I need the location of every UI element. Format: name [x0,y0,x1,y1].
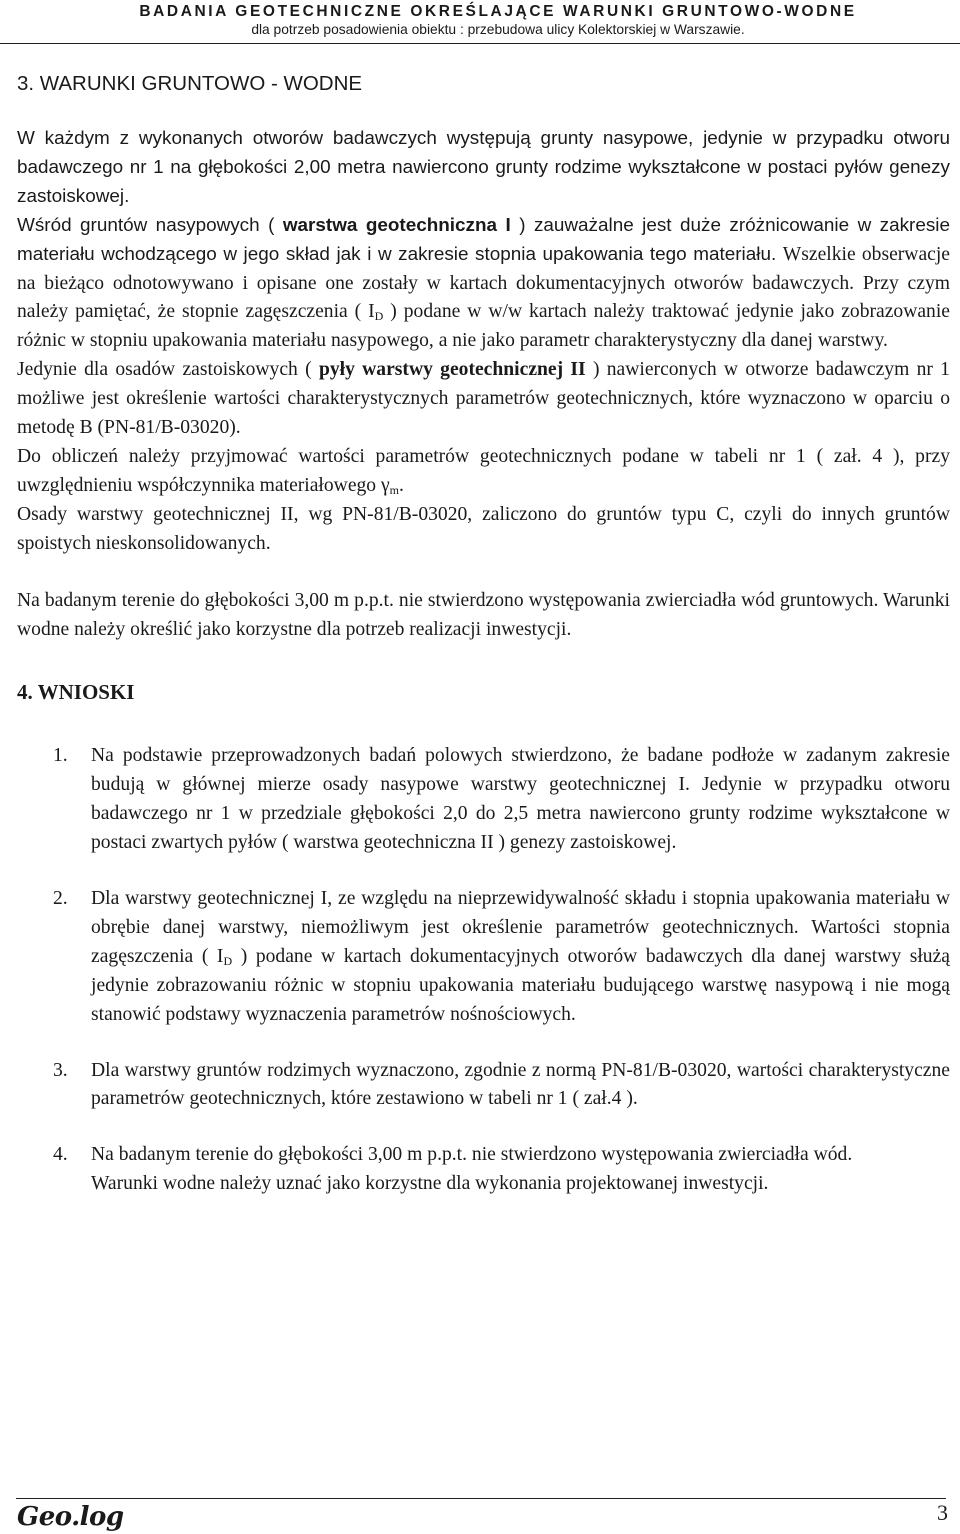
section-3-paragraph-5: Osady warstwy geotechnicznej II, wg PN-81/B-03020, zaliczono do gruntów typu C, czyli do innych gruntów spoistych nieskonsolidowanych. [17,503,950,554]
conclusion-item-2: 2. Dla warstwy geotechnicznej I, ze względu na nieprzewidywalność składu i stopnia upakowania materiału w obrębie danej warstwy, niemożliwym jest określenie parametrów geotechnicznych. Wartości stopnia zagęszczenia ( $I_D$ ) podane w kartach dokumentacyjnych otworów badawczych dla danej warstwy służą jedynie zobrazowaniu różnic w stopniu upakowania materiału budującego warstwę nasypową i nie mogą stanowić podstawy wyznaczenia parametrów nośnościowych. [53,888,950,1025]
section-3-paragraph-1: W każdym z wykonanych otworów badawczych występują grunty nasypowe, jedynie w przypadku otworu badawczego nr 1 na głębokości 2,00 metra nawiercono grunty rodzime wykształcone w postaci pyłów genezy zastoiskowej. [17,128,950,207]
page-header [118,2,878,38]
section-3-paragraph-2: Wśród gruntów nasypowych ( warstwa geotechniczna I ) zauważalne jest duże zróżnicowanie w zakresie materiału wchodzącego w jego skład jak i w zakresie stopnia upakowania tego materiału. Wszelkie obserwacje na bieżąco odnotowywano i opisane one zostały w kartach dokumentacyjnych otworów badawczych. Przy czym należy pamiętać, że stopnie zagęszczenia ( $I_D$ ) podane w w/w kartach należy traktować jedynie jako zobrazowanie różnic w stopniu upakowania materiału nasypowego, a nie jako parametr charakterystyczny dla danej warstwy. [17,214,950,352]
document-body [17,70,950,1199]
layer-name-II: pyły warstwy geotechnicznej II [318,359,586,381]
section-3-title: 3. WARUNKI GRUNTOWO - WODNE [17,72,363,95]
header-title: BADANIA GEOTECHNICZNE OKREŚLAJĄCE WARUNKI GRUNTOWO-WODNE [139,3,857,20]
section-4-title: 4. WNIOSKI [17,680,135,705]
conclusion-item-1: 1. Na podstawie przeprowadzonych badań polowych stwierdzono, że badane podłoże w zadanym zakresie budują w głównej mierze osady nasypowe warstwy geotechnicznej I. Jedynie w przypadku otworu badawczego nr 1 w przedziale głębokości 2,0 do 2,5 metra nawiercono grunty rodzime wykształcone w postaci zwartych pyłów ( warstwa geotechniczna II ) genezy zastoiskowej. [53,745,950,854]
layer-name-I: warstwa geotechniczna I [282,214,511,236]
page-number: 3 [937,1500,948,1525]
company-logo: Geo.log [17,1502,124,1532]
section-3-paragraph-3: Jedynie dla osadów zastoiskowych ( pyły warstwy geotechnicznej II ) nawierconych w otworze badawczym nr 1 możliwe jest określenie wartości charakterystycznych parametrów geotechnicznych, które wyznaczono w oparciu o metodę B (PN-81/B-03020). [17,359,950,439]
conclusion-item-3: 3. Dla warstwy gruntów rodzimych wyznaczono, zgodnie z normą PN-81/B-03020, wartości charakterystyczne parametrów geotechnicznych, które zestawiono w tabeli nr 1 ( zał.4 ). [53,1059,950,1110]
conclusions-list [17,742,950,1199]
section-3-paragraph-4: Do obliczeń należy przyjmować wartości parametrów geotechnicznych podane w tabeli nr 1 ( zał. 4 ), przy uwzględnieniu współczynnika materiałowego $\gamma_m$. [17,445,950,497]
section-3-paragraph-6: Na badanym terenie do głębokości 3,00 m p.p.t. nie stwierdzono występowania zwierciadła wód gruntowych. Warunki wodne należy określić jako korzystne dla potrzeb realizacji inwestycji. [17,589,950,640]
footer-divider [16,1498,946,1499]
header-divider [0,43,960,44]
conclusion-item-4: 4. Na badanym terenie do głębokości 3,00 m p.p.t. nie stwierdzono występowania zwierciadła wód. Warunki wodne należy uznać jako korzystne dla wykonania projektowanej inwestycji. [53,1144,853,1195]
header-subtitle: dla potrzeb posadowienia obiektu : przebudowa ulicy Kolektorskiej w Warszawie. [251,22,745,37]
